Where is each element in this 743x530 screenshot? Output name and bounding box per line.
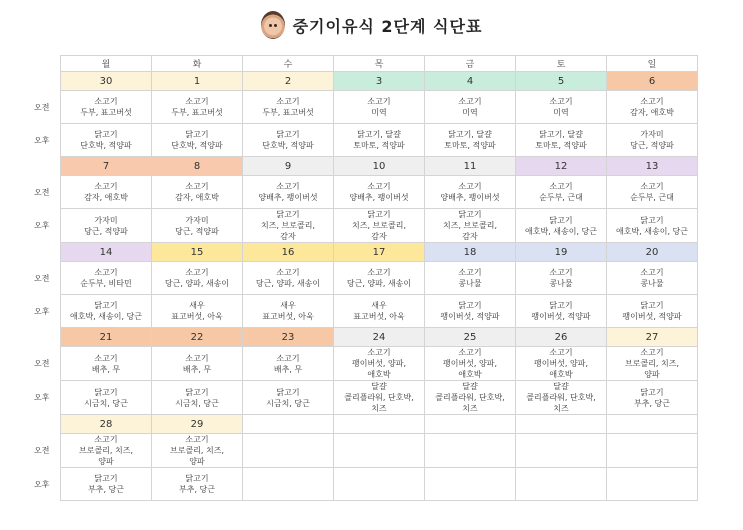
meal-ingredient-line: 소고기 bbox=[640, 268, 664, 277]
afternoon-meal-cell bbox=[334, 124, 425, 157]
afternoon-meal-cell bbox=[516, 209, 607, 243]
afternoon-meal-cell bbox=[152, 468, 243, 501]
meal-ingredient-line: 미역 bbox=[462, 108, 478, 117]
meal-ingredient-line: 애호박, 새송이, 당근 bbox=[616, 226, 688, 236]
label-afternoon: 오후 bbox=[34, 479, 50, 489]
meal-ingredient-line: 새우 bbox=[189, 301, 205, 310]
meal-ingredient-line: 닭고기 bbox=[94, 474, 118, 483]
date-cell: 12 bbox=[516, 157, 607, 176]
date-cell: 13 bbox=[607, 157, 698, 176]
meal-ingredient-line: 미역 bbox=[553, 108, 569, 117]
meal-ingredient-line: 닭고기 bbox=[458, 301, 482, 310]
afternoon-meal-cell bbox=[61, 295, 152, 328]
date-cell: 30 bbox=[61, 72, 152, 91]
meal-ingredient-line: 소고기 bbox=[276, 97, 300, 106]
day-of-week-6: 일 bbox=[607, 56, 698, 72]
meal-ingredient-line: 브로콜리, 치즈, bbox=[625, 359, 679, 368]
meal-ingredient-line: 소고기 bbox=[276, 268, 300, 277]
meal-ingredient-line: 치즈 bbox=[462, 404, 478, 413]
day-of-week-5: 토 bbox=[516, 56, 607, 72]
date-cell: 7 bbox=[61, 157, 152, 176]
morning-meal-cell bbox=[334, 91, 425, 124]
meal-ingredient-line: 감자 bbox=[371, 232, 387, 241]
meal-ingredient-line: 소고기 bbox=[549, 97, 573, 106]
meal-ingredient-line: 토마토, 적양파 bbox=[535, 141, 587, 150]
meal-ingredient-line: 닭고기 bbox=[367, 210, 391, 219]
meal-ingredient-line: 소고기 bbox=[94, 435, 118, 444]
meal-ingredient-line: 소고기 bbox=[276, 353, 300, 363]
meal-ingredient-line: 소고기 bbox=[185, 268, 209, 277]
meal-ingredient-line: 시금치, 당근 bbox=[175, 398, 219, 408]
meal-ingredient-line: 팽이버섯, 적양파 bbox=[440, 312, 500, 321]
meal-ingredient-line: 시금치, 당근 bbox=[84, 398, 128, 408]
meal-ingredient-line: 감자, 애호박 bbox=[175, 193, 219, 202]
label-morning: 오전 bbox=[34, 273, 50, 283]
meal-ingredient-line: 양배추, 팽이버섯 bbox=[349, 193, 409, 202]
meal-ingredient-line: 닭고기 bbox=[276, 210, 300, 219]
meal-ingredient-line: 닭고기 bbox=[185, 130, 209, 139]
meal-ingredient-line: 콩나물 bbox=[640, 279, 664, 288]
morning-meal-cell bbox=[516, 176, 607, 209]
meal-ingredient-line: 소고기 bbox=[458, 348, 482, 357]
meal-ingredient-line: 부추, 당근 bbox=[88, 485, 124, 494]
date-cell: 24 bbox=[334, 328, 425, 347]
day-of-week-1: 화 bbox=[152, 56, 243, 72]
morning-meal-cell bbox=[607, 91, 698, 124]
morning-meal-cell bbox=[61, 434, 152, 468]
meal-ingredient-line: 닭고기, 달걀 bbox=[357, 130, 401, 139]
morning-meal-cell bbox=[61, 176, 152, 209]
morning-meal-cell bbox=[334, 347, 425, 381]
meal-ingredient-line: 콜리플라워, 단호박, bbox=[344, 393, 414, 402]
date-cell: 11 bbox=[425, 157, 516, 176]
morning-meal-cell bbox=[61, 347, 152, 381]
label-morning: 오전 bbox=[34, 359, 50, 368]
meal-ingredient-line: 감자, 애호박 bbox=[630, 108, 674, 117]
label-afternoon: 오후 bbox=[34, 306, 50, 316]
meal-ingredient-line: 표고버섯, 아욱 bbox=[353, 312, 405, 321]
meal-ingredient-line: 감자 bbox=[280, 232, 296, 241]
date-cell bbox=[425, 415, 516, 434]
meal-ingredient-line: 양파 bbox=[189, 457, 205, 466]
meal-ingredient-line: 소고기 bbox=[640, 348, 664, 357]
meal-ingredient-line: 소고기 bbox=[549, 348, 573, 357]
date-cell: 26 bbox=[516, 328, 607, 347]
meal-ingredient-line: 콩나물 bbox=[458, 279, 482, 288]
meal-ingredient-line: 치즈, 브로콜리, bbox=[443, 221, 497, 230]
meal-ingredient-line: 양파 bbox=[644, 370, 660, 379]
afternoon-meal-cell bbox=[425, 209, 516, 243]
meal-ingredient-line: 순두부, 근대 bbox=[630, 193, 674, 202]
morning-meal-cell bbox=[425, 176, 516, 209]
date-cell: 16 bbox=[243, 243, 334, 262]
morning-meal-cell bbox=[243, 91, 334, 124]
meal-ingredient-line: 당근, 적양파 bbox=[175, 226, 219, 236]
meal-ingredient-line: 닭고기 bbox=[185, 387, 209, 397]
meal-ingredient-line: 가자미 bbox=[94, 215, 118, 225]
afternoon-meal-cell bbox=[334, 209, 425, 243]
afternoon-meal-cell bbox=[425, 295, 516, 328]
meal-ingredient-line: 닭고기 bbox=[640, 301, 664, 310]
afternoon-meal-cell bbox=[243, 295, 334, 328]
day-of-week-4: 금 bbox=[425, 56, 516, 72]
meal-ingredient-line: 두부, 표고버섯 bbox=[80, 108, 132, 117]
meal-ingredient-line: 단호박, 적양파 bbox=[80, 141, 132, 150]
afternoon-meal-cell bbox=[516, 124, 607, 157]
meal-ingredient-line: 닭고기, 달걀 bbox=[448, 130, 492, 139]
morning-meal-cell bbox=[334, 176, 425, 209]
afternoon-meal-cell bbox=[334, 381, 425, 415]
label-morning: 오전 bbox=[34, 446, 50, 455]
afternoon-meal-cell bbox=[152, 209, 243, 243]
meal-ingredient-line: 감자 bbox=[462, 232, 478, 241]
meal-ingredient-line: 소고기 bbox=[94, 182, 118, 191]
meal-ingredient-line: 배추, 무 bbox=[91, 364, 121, 374]
meal-ingredient-line: 소고기 bbox=[367, 182, 391, 191]
meal-ingredient-line: 양파 bbox=[98, 457, 114, 466]
afternoon-meal-cell bbox=[243, 124, 334, 157]
day-of-week-2: 수 bbox=[243, 56, 334, 72]
date-cell: 21 bbox=[61, 328, 152, 347]
meal-ingredient-line: 새우 bbox=[280, 301, 296, 310]
week-0-am-meals bbox=[61, 91, 698, 124]
day-of-week-0: 월 bbox=[61, 56, 152, 72]
date-cell bbox=[516, 415, 607, 434]
meal-ingredient-line: 소고기 bbox=[185, 435, 209, 444]
morning-meal-cell bbox=[243, 434, 334, 468]
afternoon-meal-cell bbox=[334, 295, 425, 328]
meal-ingredient-line: 배추, 무 bbox=[182, 364, 212, 374]
meal-ingredient-line: 당근, 양파, 새송이 bbox=[255, 279, 321, 288]
meal-ingredient-line: 두부, 표고버섯 bbox=[171, 108, 223, 117]
afternoon-meal-cell bbox=[516, 295, 607, 328]
meal-ingredient-line: 닭고기 bbox=[94, 130, 118, 139]
morning-meal-cell bbox=[152, 176, 243, 209]
date-cell: 17 bbox=[334, 243, 425, 262]
meal-ingredient-line: 미역 bbox=[371, 108, 387, 117]
meal-ingredient-line: 양배추, 팽이버섯 bbox=[440, 193, 500, 202]
date-cell: 29 bbox=[152, 415, 243, 434]
meal-ingredient-line: 토마토, 적양파 bbox=[444, 141, 496, 150]
week-0-pm-meals bbox=[61, 124, 698, 157]
afternoon-meal-cell bbox=[61, 124, 152, 157]
morning-meal-cell bbox=[334, 262, 425, 295]
date-cell: 18 bbox=[425, 243, 516, 262]
meal-ingredient-line: 닭고기 bbox=[185, 474, 209, 483]
day-of-week-header bbox=[61, 56, 698, 72]
meal-ingredient-line: 표고버섯, 아욱 bbox=[262, 312, 314, 321]
meal-ingredient-line: 감자, 애호박 bbox=[84, 193, 128, 202]
afternoon-meal-cell bbox=[152, 295, 243, 328]
afternoon-meal-cell bbox=[516, 468, 607, 501]
morning-meal-cell bbox=[425, 91, 516, 124]
date-cell: 27 bbox=[607, 328, 698, 347]
meal-ingredient-line: 소고기 bbox=[367, 97, 391, 106]
meal-ingredient-line: 소고기 bbox=[549, 182, 573, 191]
week-0-dates bbox=[61, 72, 698, 91]
meal-ingredient-line: 가자미 bbox=[185, 215, 209, 225]
afternoon-meal-cell bbox=[243, 381, 334, 415]
meal-ingredient-line: 소고기 bbox=[185, 182, 209, 191]
morning-meal-cell bbox=[243, 347, 334, 381]
meal-ingredient-line: 달걀 bbox=[371, 382, 387, 391]
meal-ingredient-line: 치즈, 브로콜리, bbox=[261, 221, 315, 230]
meal-ingredient-line: 팽이버섯, 양파, bbox=[443, 359, 497, 368]
meal-ingredient-line: 콜리플라워, 단호박, bbox=[435, 393, 505, 402]
morning-meal-cell bbox=[61, 91, 152, 124]
afternoon-meal-cell bbox=[152, 124, 243, 157]
afternoon-meal-cell bbox=[425, 124, 516, 157]
morning-meal-cell bbox=[61, 262, 152, 295]
date-cell bbox=[334, 415, 425, 434]
afternoon-meal-cell bbox=[61, 381, 152, 415]
meal-ingredient-line: 순두부, 근대 bbox=[539, 193, 583, 202]
meal-ingredient-line: 닭고기 bbox=[94, 387, 118, 397]
meal-ingredient-line: 소고기 bbox=[185, 353, 209, 363]
meal-ingredient-line: 단호박, 적양파 bbox=[171, 141, 223, 150]
meal-ingredient-line: 시금치, 당근 bbox=[266, 398, 310, 408]
week-4-pm-meals bbox=[61, 468, 698, 501]
afternoon-meal-cell bbox=[243, 209, 334, 243]
date-cell: 6 bbox=[607, 72, 698, 91]
meal-ingredient-line: 닭고기 bbox=[549, 215, 573, 225]
date-cell: 15 bbox=[152, 243, 243, 262]
morning-meal-cell bbox=[425, 262, 516, 295]
meal-ingredient-line: 순두부, 비타민 bbox=[80, 279, 132, 288]
meal-ingredient-line: 표고버섯, 아욱 bbox=[171, 312, 223, 321]
week-4-am-meals bbox=[61, 434, 698, 468]
meal-ingredient-line: 닭고기 bbox=[640, 215, 664, 225]
week-1-am-meals bbox=[61, 176, 698, 209]
morning-meal-cell bbox=[425, 434, 516, 468]
label-morning: 오전 bbox=[34, 187, 50, 197]
week-1-pm-meals bbox=[61, 209, 698, 243]
meal-ingredient-line: 치즈, 브로콜리, bbox=[352, 221, 406, 230]
label-afternoon: 오후 bbox=[34, 221, 50, 230]
afternoon-meal-cell bbox=[607, 209, 698, 243]
afternoon-meal-cell bbox=[243, 468, 334, 501]
meal-ingredient-line: 닭고기 bbox=[276, 387, 300, 397]
afternoon-meal-cell bbox=[334, 468, 425, 501]
week-4-dates bbox=[61, 415, 698, 434]
meal-ingredient-line: 콩나물 bbox=[549, 279, 573, 288]
meal-ingredient-line: 당근, 양파, 새송이 bbox=[164, 279, 230, 288]
meal-ingredient-line: 당근, 적양파 bbox=[84, 226, 128, 236]
meal-ingredient-line: 닭고기 bbox=[640, 387, 664, 397]
meal-ingredient-line: 애호박 bbox=[458, 370, 482, 379]
morning-meal-cell bbox=[607, 262, 698, 295]
meal-ingredient-line: 팽이버섯, 양파, bbox=[352, 359, 406, 368]
afternoon-meal-cell bbox=[425, 381, 516, 415]
meal-ingredient-line: 닭고기 bbox=[458, 210, 482, 219]
meal-ingredient-line: 소고기 bbox=[640, 182, 664, 191]
date-cell: 5 bbox=[516, 72, 607, 91]
week-2-pm-meals bbox=[61, 295, 698, 328]
afternoon-meal-cell bbox=[152, 381, 243, 415]
meal-ingredient-line: 토마토, 적양파 bbox=[353, 141, 405, 150]
meal-ingredient-line: 브로콜리, 치즈, bbox=[79, 446, 133, 455]
meal-ingredient-line: 애호박 bbox=[367, 370, 391, 379]
date-cell: 4 bbox=[425, 72, 516, 91]
week-3-am-meals bbox=[61, 347, 698, 381]
meal-ingredient-line: 달걀 bbox=[553, 382, 569, 391]
date-cell: 8 bbox=[152, 157, 243, 176]
meal-ingredient-line: 치즈 bbox=[553, 404, 569, 413]
meal-ingredient-line: 가자미 bbox=[640, 130, 664, 139]
afternoon-meal-cell bbox=[607, 468, 698, 501]
date-cell: 1 bbox=[152, 72, 243, 91]
meal-ingredient-line: 달걀 bbox=[462, 382, 478, 391]
morning-meal-cell bbox=[607, 347, 698, 381]
date-cell: 19 bbox=[516, 243, 607, 262]
morning-meal-cell bbox=[516, 347, 607, 381]
morning-meal-cell bbox=[152, 347, 243, 381]
morning-meal-cell bbox=[516, 262, 607, 295]
meal-ingredient-line: 소고기 bbox=[458, 97, 482, 106]
afternoon-meal-cell bbox=[61, 468, 152, 501]
date-cell: 25 bbox=[425, 328, 516, 347]
afternoon-meal-cell bbox=[607, 124, 698, 157]
baby-avatar-icon bbox=[261, 11, 285, 39]
date-cell: 14 bbox=[61, 243, 152, 262]
morning-meal-cell bbox=[334, 434, 425, 468]
label-morning: 오전 bbox=[34, 102, 50, 112]
day-of-week-3: 목 bbox=[334, 56, 425, 72]
meal-ingredient-line: 애호박 bbox=[549, 370, 573, 379]
meal-ingredient-line: 닭고기 bbox=[549, 301, 573, 310]
meal-ingredient-line: 콜리플라워, 단호박, bbox=[526, 393, 596, 402]
morning-meal-cell bbox=[152, 91, 243, 124]
meal-ingredient-line: 소고기 bbox=[640, 97, 664, 106]
date-cell: 2 bbox=[243, 72, 334, 91]
date-cell: 3 bbox=[334, 72, 425, 91]
label-afternoon: 오후 bbox=[34, 393, 50, 402]
date-cell bbox=[607, 415, 698, 434]
date-cell: 28 bbox=[61, 415, 152, 434]
date-cell: 20 bbox=[607, 243, 698, 262]
meal-ingredient-line: 소고기 bbox=[549, 268, 573, 277]
meal-ingredient-line: 부추, 당근 bbox=[179, 485, 215, 494]
afternoon-meal-cell bbox=[607, 295, 698, 328]
label-afternoon: 오후 bbox=[34, 135, 50, 145]
meal-ingredient-line: 부추, 당근 bbox=[634, 398, 670, 408]
meal-ingredient-line: 닭고기 bbox=[276, 130, 300, 139]
meal-ingredient-line: 소고기 bbox=[94, 353, 118, 363]
meal-ingredient-line: 브로콜리, 치즈, bbox=[170, 446, 224, 455]
meal-ingredient-line: 애호박, 새송이, 당근 bbox=[70, 312, 142, 321]
week-2-am-meals bbox=[61, 262, 698, 295]
meal-plan-calendar bbox=[60, 55, 698, 501]
morning-meal-cell bbox=[243, 176, 334, 209]
meal-ingredient-line: 당근, 양파, 새송이 bbox=[346, 279, 412, 288]
week-3-dates bbox=[61, 328, 698, 347]
meal-ingredient-line: 당근, 적양파 bbox=[630, 141, 674, 150]
meal-ingredient-line: 팽이버섯, 적양파 bbox=[622, 312, 682, 321]
morning-meal-cell bbox=[516, 91, 607, 124]
afternoon-meal-cell bbox=[425, 468, 516, 501]
meal-ingredient-line: 단호박, 적양파 bbox=[262, 141, 314, 150]
meal-ingredient-line: 팽이버섯, 양파, bbox=[534, 359, 588, 368]
page-title: 중기이유식 2단계 식단표 bbox=[292, 16, 483, 36]
meal-ingredient-line: 애호박, 새송이, 당근 bbox=[525, 226, 597, 236]
meal-ingredient-line: 치즈 bbox=[371, 404, 387, 413]
afternoon-meal-cell bbox=[607, 381, 698, 415]
week-1-dates bbox=[61, 157, 698, 176]
meal-ingredient-line: 팽이버섯, 적양파 bbox=[531, 312, 591, 321]
morning-meal-cell bbox=[516, 434, 607, 468]
meal-ingredient-line: 소고기 bbox=[458, 182, 482, 191]
meal-ingredient-line: 소고기 bbox=[458, 268, 482, 277]
morning-meal-cell bbox=[152, 434, 243, 468]
meal-ingredient-line: 소고기 bbox=[94, 97, 118, 106]
afternoon-meal-cell bbox=[516, 381, 607, 415]
morning-meal-cell bbox=[607, 176, 698, 209]
morning-meal-cell bbox=[243, 262, 334, 295]
meal-ingredient-line: 배추, 무 bbox=[273, 364, 303, 374]
afternoon-meal-cell bbox=[61, 209, 152, 243]
meal-ingredient-line: 소고기 bbox=[185, 97, 209, 106]
meal-ingredient-line: 새우 bbox=[371, 301, 387, 310]
meal-ingredient-line: 소고기 bbox=[276, 182, 300, 191]
meal-ingredient-line: 닭고기, 달걀 bbox=[539, 130, 583, 139]
week-2-dates bbox=[61, 243, 698, 262]
date-cell: 22 bbox=[152, 328, 243, 347]
date-cell: 23 bbox=[243, 328, 334, 347]
meal-ingredient-line: 두부, 표고버섯 bbox=[262, 108, 314, 117]
header bbox=[0, 0, 743, 50]
date-cell bbox=[243, 415, 334, 434]
morning-meal-cell bbox=[152, 262, 243, 295]
meal-ingredient-line: 양배추, 팽이버섯 bbox=[258, 193, 318, 202]
meal-ingredient-line: 소고기 bbox=[367, 348, 391, 357]
week-3-pm-meals bbox=[61, 381, 698, 415]
meal-ingredient-line: 소고기 bbox=[94, 268, 118, 277]
date-cell: 10 bbox=[334, 157, 425, 176]
morning-meal-cell bbox=[425, 347, 516, 381]
morning-meal-cell bbox=[607, 434, 698, 468]
meal-ingredient-line: 닭고기 bbox=[94, 301, 118, 310]
meal-ingredient-line: 소고기 bbox=[367, 268, 391, 277]
date-cell: 9 bbox=[243, 157, 334, 176]
